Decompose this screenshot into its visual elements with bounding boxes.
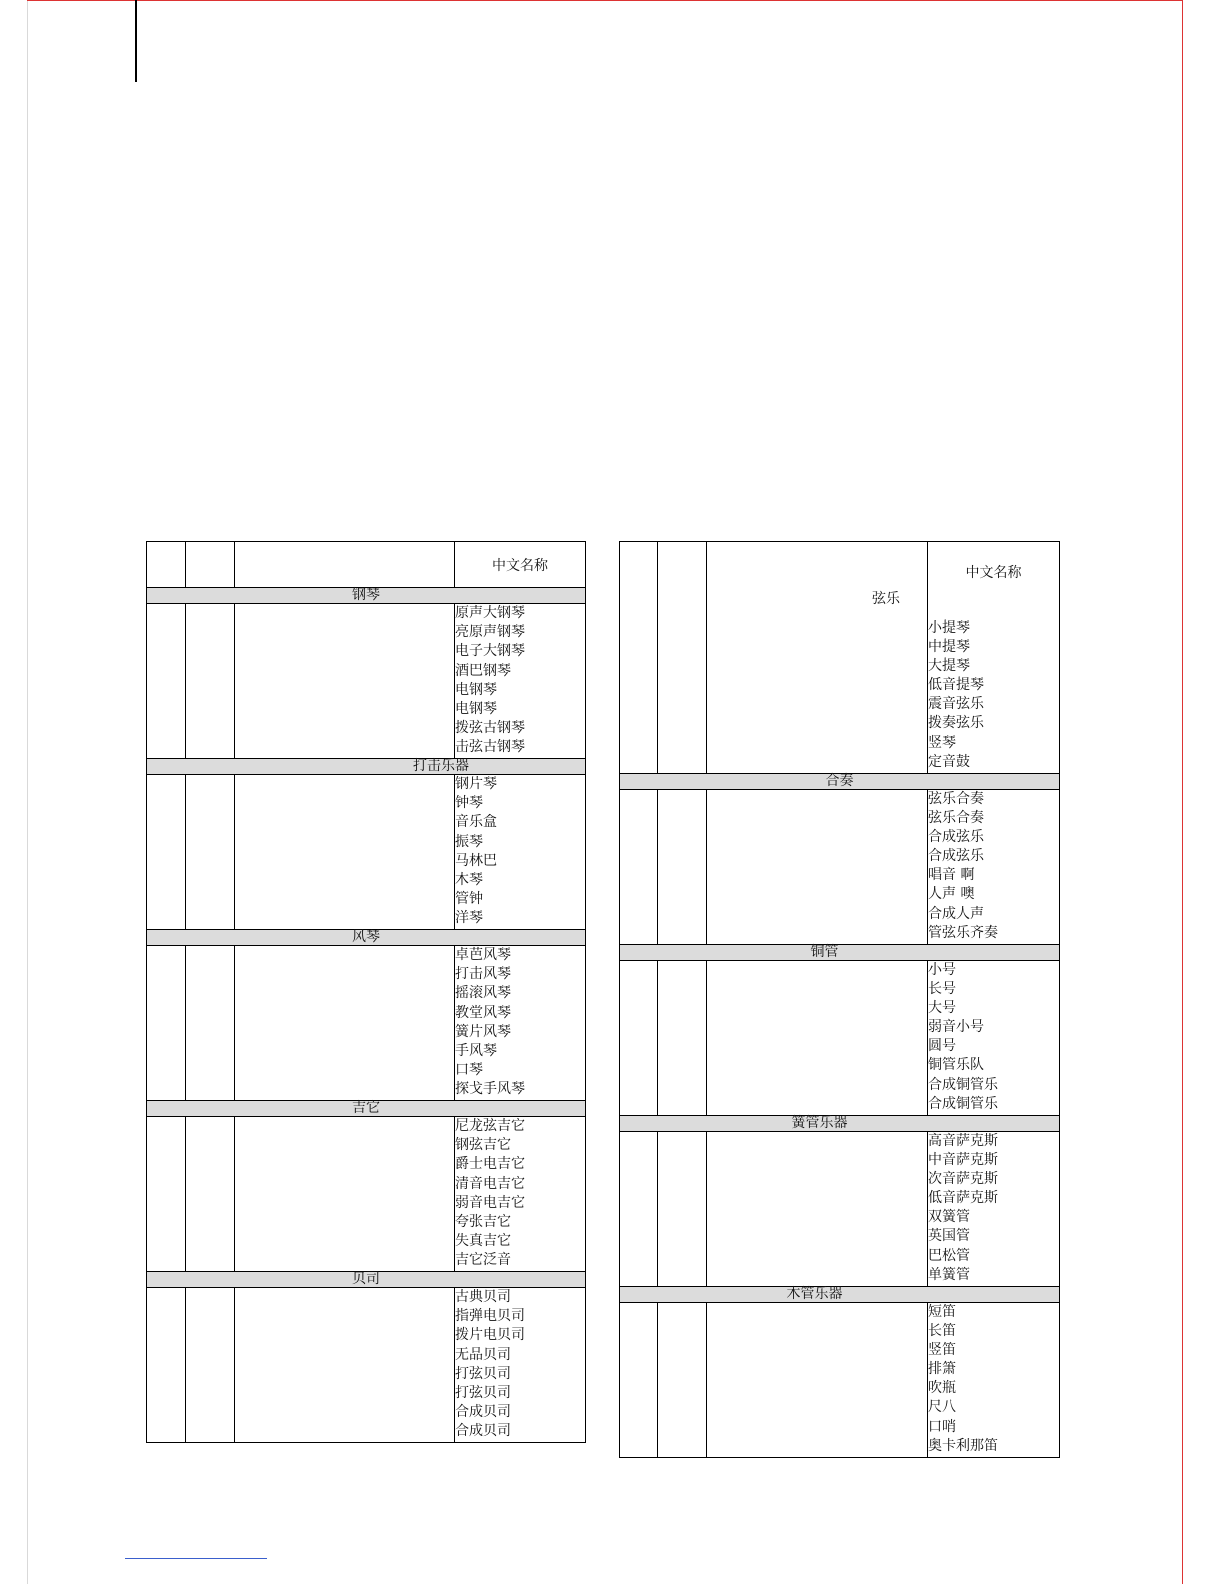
category-row: 合奏 bbox=[620, 773, 1060, 789]
instrument-list: 尼龙弦吉它 钢弦吉它 爵士电吉它 清音电吉它 弱音电吉它 夸张吉它 失真吉它 吉它泛音 bbox=[455, 1117, 586, 1272]
instrument-list: 高音萨克斯 中音萨克斯 次音萨克斯 低音萨克斯 双簧管 英国管 巴松管 单簧管 bbox=[928, 1131, 1060, 1286]
instrument-list: 弦乐合奏 弦乐合奏 合成弦乐 合成弦乐 唱音 啊 人声 噢 合成人声 管弦乐齐奏 bbox=[928, 789, 1060, 944]
col-program bbox=[147, 542, 186, 588]
instrument-list: 小号 长号 大号 弱音小号 圆号 铜管乐队 合成铜管乐 合成铜管乐 bbox=[928, 960, 1060, 1115]
category-label-strings: 弦乐 bbox=[872, 591, 900, 607]
instrument-list: 钢片琴 钟琴 音乐盒 振琴 马林巴 木琴 管钟 洋琴 bbox=[455, 775, 586, 930]
col-number bbox=[186, 542, 235, 588]
category-row: 贝司 bbox=[147, 1272, 586, 1288]
category-row: 吉它 bbox=[147, 1101, 586, 1117]
footnote-rule bbox=[125, 1558, 267, 1559]
category-row: 铜管 bbox=[620, 944, 1060, 960]
page-edge-top bbox=[27, 0, 1183, 1]
category-row: 簧管乐器 bbox=[620, 1115, 1060, 1131]
instrument-list: 原声大钢琴 亮原声钢琴 电子大钢琴 酒巴钢琴 电钢琴 电钢琴 拨弦古钢琴 击弦古钢琴 bbox=[455, 604, 586, 759]
category-row: 打击乐器 bbox=[147, 759, 586, 775]
margin-bar bbox=[135, 0, 137, 82]
instrument-table-left bbox=[146, 541, 586, 1443]
page-edge-right bbox=[1182, 0, 1183, 1584]
category-row: 钢琴 bbox=[147, 588, 586, 604]
instrument-list: 古典贝司 指弹电贝司 拨片电贝司 无品贝司 打弦贝司 打弦贝司 合成贝司 合成贝司 bbox=[455, 1288, 586, 1443]
col-chinese-name: 中文名称 bbox=[455, 542, 586, 588]
instrument-list: 短笛 长笛 竖笛 排箫 吹瓶 尺八 口哨 奥卡利那笛 bbox=[928, 1302, 1060, 1457]
col-chinese-name: 中文名称 bbox=[928, 542, 1060, 603]
instrument-list: 小提琴 中提琴 大提琴 低音提琴 震音弦乐 拨奏弦乐 竖琴 定音鼓 bbox=[928, 619, 1060, 774]
instrument-list: 卓芭风琴 打击风琴 摇滚风琴 教堂风琴 簧片风琴 手风琴 口琴 探戈手风琴 bbox=[455, 946, 586, 1101]
category-row: 风琴 bbox=[147, 930, 586, 946]
instrument-table-right bbox=[619, 541, 1060, 1458]
col-english bbox=[235, 542, 455, 588]
category-row: 木管乐器 bbox=[620, 1286, 1060, 1302]
page-edge-left bbox=[27, 0, 28, 1584]
